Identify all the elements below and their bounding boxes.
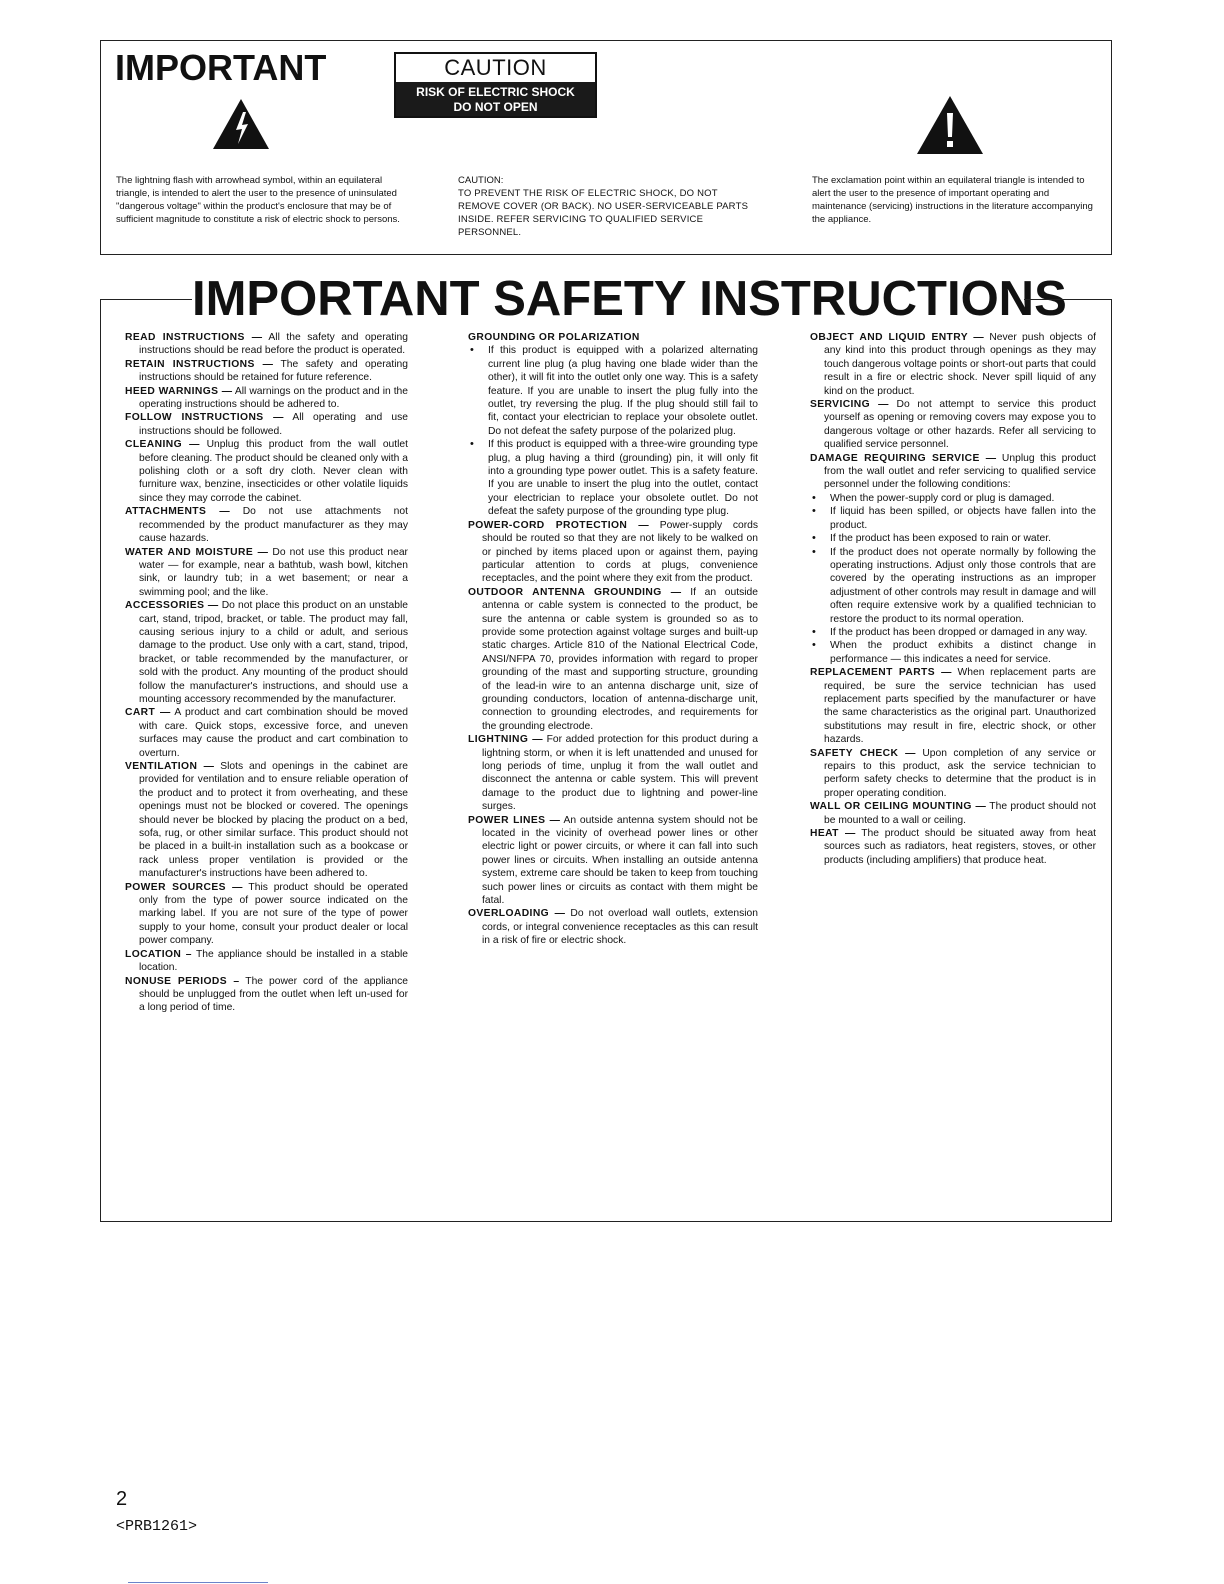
instruction-text: Unplug this product from the wall outlet and refer servicing to qualified service personnel under the following conditions:: [824, 452, 1096, 491]
instruction-item: [125, 385, 408, 412]
instructions-column-3: [810, 331, 1096, 867]
instruction-text: The product should not be mounted to a wall or ceiling.: [824, 801, 1096, 826]
instruction-text: If an outside antenna or cable system is connected to the product, be sure the antenna or cable system is grounded so as to provide some protection against voltage surges and built-up static charges. Article 810 of the National Electrical Code, ANSI/NFPA 70, provides information with regard to proper grounding of the mast and supporting structure, grounding of the lead-in wire to an antenna discharge unit, size of grounding conductors, location of antenna-discharge unit, connection to grounding electrodes, and requirements for the grounding electrode.: [482, 586, 758, 732]
instruction-heading: POWER LINES —: [468, 814, 561, 826]
instruction-text: Never push objects of any kind into this product through openings as they may touch dangerous voltage points or short-out parts that could result in a fire or electric shock. Never spill liquid of any kind on the product.: [824, 332, 1097, 397]
instruction-item: [468, 586, 758, 733]
instruction-heading: OUTDOOR ANTENNA GROUNDING —: [468, 586, 682, 598]
instruction-heading: HEAT —: [810, 828, 856, 840]
instruction-text: All operating and use instructions should be followed.: [139, 412, 408, 437]
damage-condition-bullet: • If the product does not operate normally by following the operating instructions. Adjust only those controls that are covered by the operating instructions as an improper adjustment of other controls may result in damage and will often require extensive work by a qualified technician to restore the product to its normal operation.: [810, 546, 1096, 626]
instruction-heading: OBJECT AND LIQUID ENTRY —: [810, 332, 985, 343]
instruction-heading: OVERLOADING —: [468, 908, 566, 920]
damage-condition-bullet: • When the product exhibits a distinct change in performance — this indicates a need for service.: [810, 639, 1096, 666]
instructions-column-1: [125, 331, 408, 1015]
instruction-item: [125, 331, 408, 358]
instruction-item: [125, 358, 408, 385]
instruction-heading: ATTACHMENTS —: [125, 506, 231, 518]
instruction-item: [810, 747, 1096, 801]
page-number: 2: [116, 1488, 128, 1510]
lightning-description: The lightning flash with arrowhead symbol, within an equilateral triangle, is intended to alert the user to the presence of uninsulated "dangerous voltage" within the product's enclosure that may be of sufficient magnitude to constitute a risk of electric shock to persons.: [116, 175, 400, 225]
instruction-text: Do not use this product near water — for example, near a bathtub, wash bowl, kitchen sink, or laundry tub; in a wet basement; or near a swimming pool; and the like.: [139, 546, 408, 598]
caution-label: CAUTION:: [458, 175, 504, 186]
instruction-text: Do not place this product on an unstable cart, stand, tripod, bracket, or table. The product may fall, causing serious injury to a child or adult, and serious damage to the product. Use only with a cart, stand, tripod, bracket, or table recommended by the manufacturer, or sold with the product. Any mounting of the product should follow the manufacturer's instructions, and should use a mounting accessory recommended by the manufacturer.: [139, 600, 409, 705]
instruction-text: For added protection for this product during a lightning storm, or when it is left unattended and unused for long periods of time, unplug it from the wall outlet and disconnect the antenna or cable system. This will prevent damage to the product due to lightning and power-line surges.: [482, 734, 758, 813]
lightning-warning-icon: [212, 98, 270, 150]
instruction-heading: WALL OR CEILING MOUNTING —: [810, 801, 987, 813]
grounding-bullet-polarized: • If this product is equipped with a polarized alternating current line plug (a plug having one blade wider than the other), it will fit into the outlet only one way. This is a safety feature. If you are unable to insert the plug fully into the outlet, try reversing the plug. If the plug should still fail to fit, contact your electrician to replace your obsolete outlet. Do not defeat the safety purpose of the polarized plug.: [468, 344, 758, 438]
instruction-text: All warnings on the product and in the operating instructions should be adhered to.: [139, 385, 409, 411]
grounding-bullet-three-wire: • If this product is equipped with a three-wire grounding type plug, a plug having a third (grounding) pin, it will only fit into a grounding type power outlet. This is a safety feature. If you are unable to insert the plug into the outlet, contact your electrician to replace your obsolete outlet. Do not defeat the safety purpose of the grounding type plug.: [468, 438, 758, 518]
instruction-item: [125, 411, 408, 438]
instruction-heading: NONUSE PERIODS –: [125, 975, 240, 987]
instruction-text: An outside antenna system should not be located in the vicinity of overhead power lines or other electric light or power circuits, or where it can fall into such power lines or circuits. When installing an outside antenna system, extreme care should be taken to keep from touching such power lines or circuits as contact with them might be fatal.: [482, 814, 758, 907]
instruction-item: [468, 907, 758, 947]
caution-panel-title: CAUTION: [444, 55, 547, 80]
caution-shock-line: RISK OF ELECTRIC SHOCK: [416, 85, 575, 99]
instruction-text: The appliance should be installed in a stable location.: [139, 948, 408, 974]
caution-open-line: DO NOT OPEN: [453, 100, 538, 114]
instruction-heading: POWER-CORD PROTECTION —: [468, 519, 650, 531]
footer-link-line: [128, 1582, 268, 1583]
instruction-heading: SERVICING —: [810, 399, 889, 411]
instruction-servicing: [810, 398, 1096, 452]
damage-condition-bullet: • When the power-supply cord or plug is damaged.: [810, 492, 1096, 505]
instruction-heading: LIGHTNING —: [468, 734, 543, 746]
instruction-text: Do not attempt to service this product yourself as opening or removing covers may expose you to dangerous voltage or other hazards. Refer all servicing to qualified service personnel.: [824, 399, 1096, 451]
instruction-item: [125, 546, 408, 600]
instruction-text: Slots and openings in the cabinet are provided for ventilation and to ensure reliable operation of the product and to protect it from overheating, and these openings must not be blocked or covered. The openings should never be blocked by placing the product on a bed, sofa, rug, or other similar surface. This product should not be placed in a built-in installation such as a bookcase or rack unless proper ventilation is provided or the manufacturer's instructions have been adhered to.: [139, 761, 408, 880]
instruction-heading: HEED WARNINGS —: [125, 385, 233, 397]
caution-description: TO PREVENT THE RISK OF ELECTRIC SHOCK, DO NOT REMOVE COVER (OR BACK). NO USER-SERVICEABLE PARTS INSIDE. REFER SERVICING TO QUALIFIED SERVICE PERSONNEL.: [458, 188, 749, 238]
instruction-item: [125, 948, 408, 975]
instruction-heading: WATER AND MOISTURE —: [125, 546, 269, 558]
instruction-heading: POWER SOURCES —: [125, 881, 243, 893]
instruction-item: [125, 505, 408, 545]
instruction-text: The safety and operating instructions should be retained for future reference.: [139, 358, 408, 384]
instructions-column-2: [468, 331, 758, 948]
instruction-item: [125, 760, 408, 881]
instruction-text: Upon completion of any service or repairs to this product, ask the service technician to perform safety checks to determine that the product is in proper operating condition.: [824, 747, 1096, 799]
instruction-heading: ACCESSORIES —: [125, 600, 219, 612]
instruction-object-liquid: [810, 331, 1096, 398]
instruction-heading: FOLLOW INSTRUCTIONS —: [125, 412, 284, 424]
instruction-text: Do not use attachments not recommended by the product manufacturer as they may cause hazards.: [139, 506, 408, 545]
instruction-heading: READ INSTRUCTIONS —: [125, 332, 263, 343]
caution-panel-dark: [396, 82, 595, 116]
exclamation-description: The exclamation point within an equilateral triangle is intended to alert the user to the presence of important operating and maintenance (servicing) instructions in the literature accompanying the appliance.: [812, 175, 1093, 225]
document-code: <PRB1261>: [116, 1518, 198, 1535]
instruction-item: [810, 800, 1096, 827]
caution-label-panel: [394, 52, 597, 118]
instruction-item: [810, 827, 1096, 867]
instruction-damage-requiring-service: [810, 452, 1096, 492]
instruction-item: [468, 733, 758, 813]
instruction-item: [810, 666, 1096, 746]
grounding-heading: GROUNDING OR POLARIZATION: [468, 332, 640, 343]
instruction-heading: REPLACEMENT PARTS —: [810, 667, 952, 679]
instruction-heading: VENTILATION —: [125, 761, 215, 772]
instruction-text: All the safety and operating instructions should be read before the product is operated.: [139, 332, 408, 357]
instruction-text: The power cord of the appliance should be unplugged from the outlet when left un-used for a long period of time.: [139, 975, 408, 1014]
instruction-heading: SAFETY CHECK —: [810, 747, 916, 759]
damage-condition-bullet: • If the product has been dropped or damaged in any way.: [810, 626, 1096, 639]
instruction-heading: CLEANING —: [125, 439, 200, 451]
instruction-text: Do not overload wall outlets, extension cords, or integral convenience receptacles as this can result in a risk of fire or electric shock.: [482, 908, 758, 947]
instruction-text: A product and cart combination should be moved with care. Quick stops, excessive force, and uneven surfaces may cause the product and cart combination to overturn.: [139, 707, 409, 759]
instruction-text: Power-supply cords should be routed so that they are not likely to be walked on or pinched by items placed upon or against them, paying particular attention to cords at plugs, convenience receptacles, and the point where they exit from the product.: [482, 519, 758, 585]
instruction-heading: CART —: [125, 707, 171, 719]
page-title: IMPORTANT SAFETY INSTRUCTIONS: [192, 272, 1067, 326]
important-heading: IMPORTANT: [115, 47, 327, 88]
instruction-text: The product should be situated away from heat sources such as radiators, heat registers, stoves, or other products (including amplifiers) that produce heat.: [824, 828, 1096, 866]
instruction-item: [125, 881, 408, 948]
instruction-item: [468, 519, 758, 586]
instruction-item: [125, 599, 408, 706]
instruction-heading: LOCATION –: [125, 948, 192, 960]
instruction-text: This product should be operated only from the type of power source indicated on the marking label. If you are not sure of the type of power supply to your home, consult your product dealer or local power company.: [139, 881, 408, 947]
instruction-heading: DAMAGE REQUIRING SERVICE —: [810, 452, 997, 464]
instruction-text: When replacement parts are required, be sure the service technician has used replacement parts specified by the manufacturer or have the same characteristics as the original part. Unauthorized substitutions may result in fire, electric shock, or other hazards.: [824, 667, 1097, 746]
instruction-text: Unplug this product from the wall outlet before cleaning. The product should be cleaned only with a polishing cloth or a soft dry cloth. Never clean with furniture wax, benzine, insecticides or other volatile liquids since they may corrode the cabinet.: [139, 439, 409, 504]
instruction-item: [125, 975, 408, 1015]
instruction-heading: RETAIN INSTRUCTIONS —: [125, 358, 274, 370]
instruction-item: [125, 706, 408, 760]
exclamation-warning-icon: [916, 95, 984, 155]
instruction-item: [468, 814, 758, 908]
instruction-item: [125, 438, 408, 505]
damage-condition-bullet: • If the product has been exposed to rain or water.: [810, 532, 1096, 545]
damage-condition-bullet: • If liquid has been spilled, or objects have fallen into the product.: [810, 505, 1096, 532]
